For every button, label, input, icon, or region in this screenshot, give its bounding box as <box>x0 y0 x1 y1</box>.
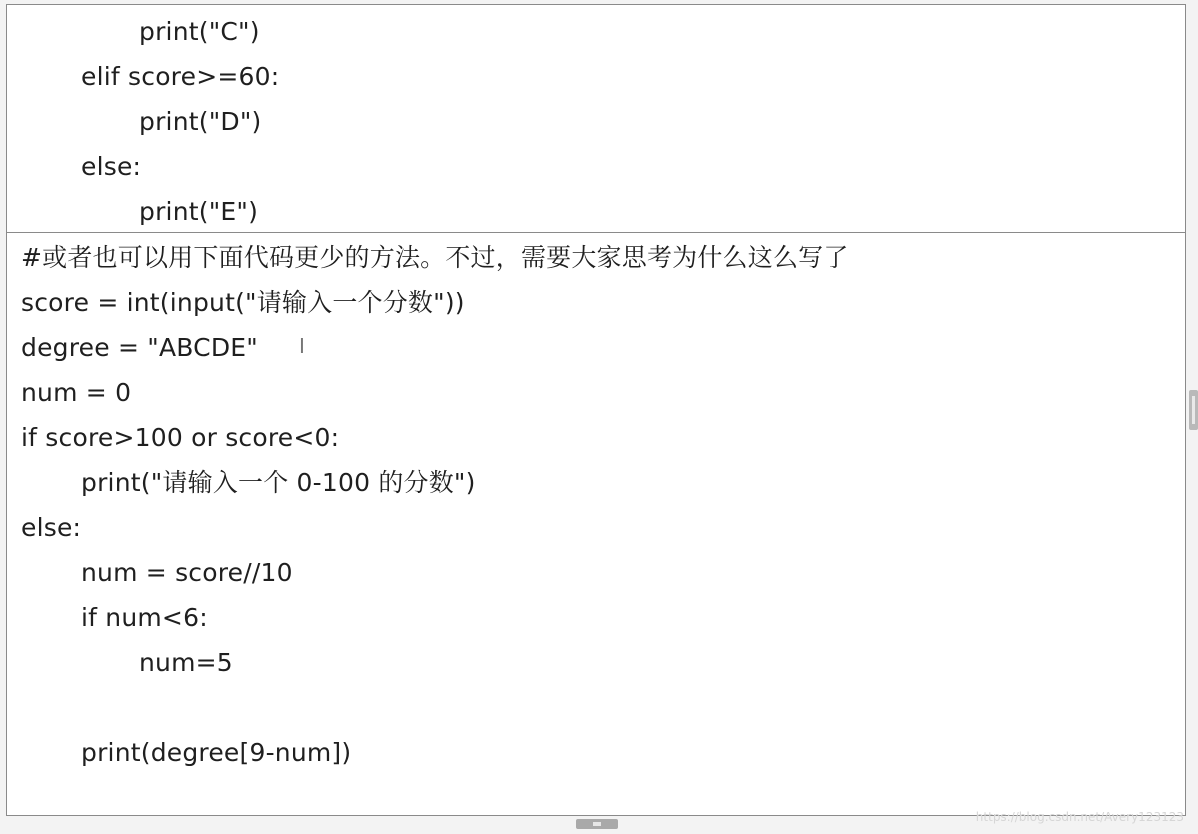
code-line: num = 0 <box>21 378 132 407</box>
code-line: if score>100 or score<0: <box>21 423 340 452</box>
resize-handle-bottom[interactable] <box>576 819 618 829</box>
code-line: print("C") <box>139 17 260 46</box>
code-comment-line: #或者也可以用下面代码更少的方法。不过，需要大家思考为什么这么写了 <box>21 243 849 272</box>
code-line: else: <box>21 513 82 542</box>
code-line: if num<6: <box>81 603 208 632</box>
code-line: print("D") <box>139 107 262 136</box>
text-cursor-icon: I <box>299 334 305 358</box>
code-line: print(degree[9-num]) <box>81 738 352 767</box>
resize-handle-right[interactable] <box>1189 390 1198 430</box>
code-line: print("E") <box>139 197 259 226</box>
code-line: degree = "ABCDE" <box>21 333 258 362</box>
code-line: num=5 <box>139 648 233 677</box>
code-line: score = int(input("请输入一个分数")) <box>21 288 465 317</box>
code-cell-bottom <box>7 233 1185 813</box>
code-cell-top <box>7 5 1185 233</box>
code-line: else: <box>81 152 142 181</box>
code-line: print("请输入一个 0-100 的分数") <box>81 468 476 497</box>
watermark: https://blog.csdn.net/Avery123123 <box>975 810 1184 824</box>
code-table <box>6 4 1186 816</box>
code-line: num = score//10 <box>81 558 293 587</box>
code-line: elif score>=60: <box>81 62 280 91</box>
